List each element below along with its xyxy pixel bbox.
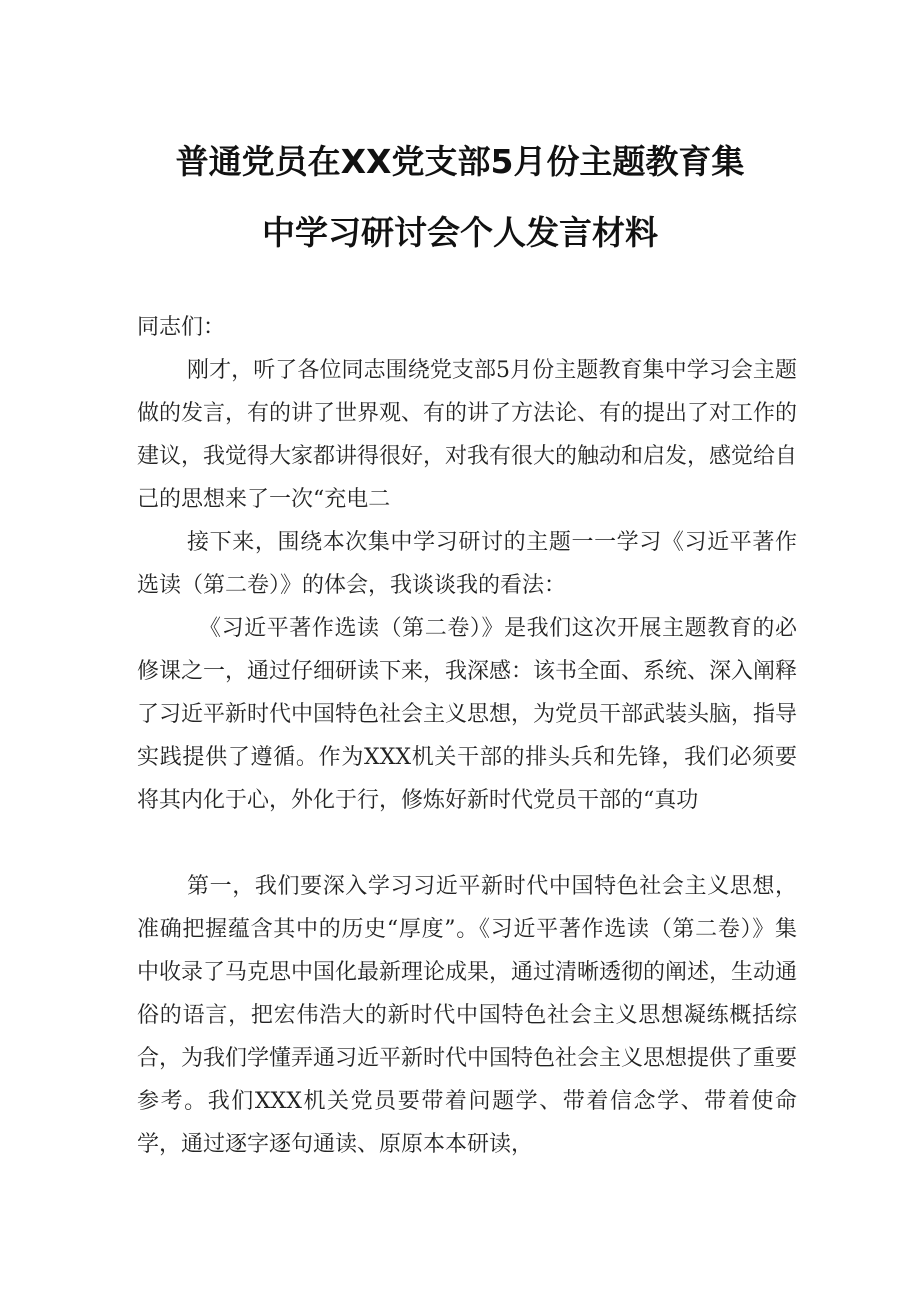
paragraph-point-one: 第一，我们要深入学习习近平新时代中国特色社会主义思想，准确把握蕴含其中的历史“厚度”。《习近平著作选读（第二卷）》集中收录了马克思中国化最新理论成果，通过清晰透彻的阐述，生动通俗的语言，把宏伟浩大的新时代中国特色社会主义思想凝练概括综合，为我们学懂弄通习近平新时代中国特色社会主义思想提供了重要参考。我们XXX机关党员要带着问题学、带着信念学、带着使命学，通过逐字逐句通读、原原本本研读，	[137, 874, 798, 1157]
document-title-line-2: 中学习研讨会个人发言材料	[262, 213, 658, 252]
paragraph-book-intro: 《习近平著作选读（第二卷）》是我们这次开展主题教育的必修课之一，通过仔细研读下来，我深感：该书全面、系统、深入阐释了习近平新时代中国特色社会主义思想，为党员干部武装头脑，指导实践提供了遵循。作为XXX机关干部的排头兵和先锋，我们必须要将其内化于心，外化于行，修炼好新时代党员干部的“真功	[137, 616, 798, 813]
paragraph-opening: 刚才，听了各位同志围绕党支部5月份主题教育集中学习会主题做的发言，有的讲了世界观、有的讲了方法论、有的提出了对工作的建议，我觉得大家都讲得很好，对我有很大的触动和启发，感觉给自己的思想来了一次“充电二	[137, 358, 798, 512]
document-title-line-1: 普通党员在XX党支部5月份主题教育集	[175, 142, 745, 181]
salutation: 同志们：	[137, 315, 226, 340]
paragraph-topic: 接下来，围绕本次集中学习研讨的主题一一学习《习近平著作选读（第二卷）》的体会，我谈谈我的看法：	[137, 530, 797, 598]
